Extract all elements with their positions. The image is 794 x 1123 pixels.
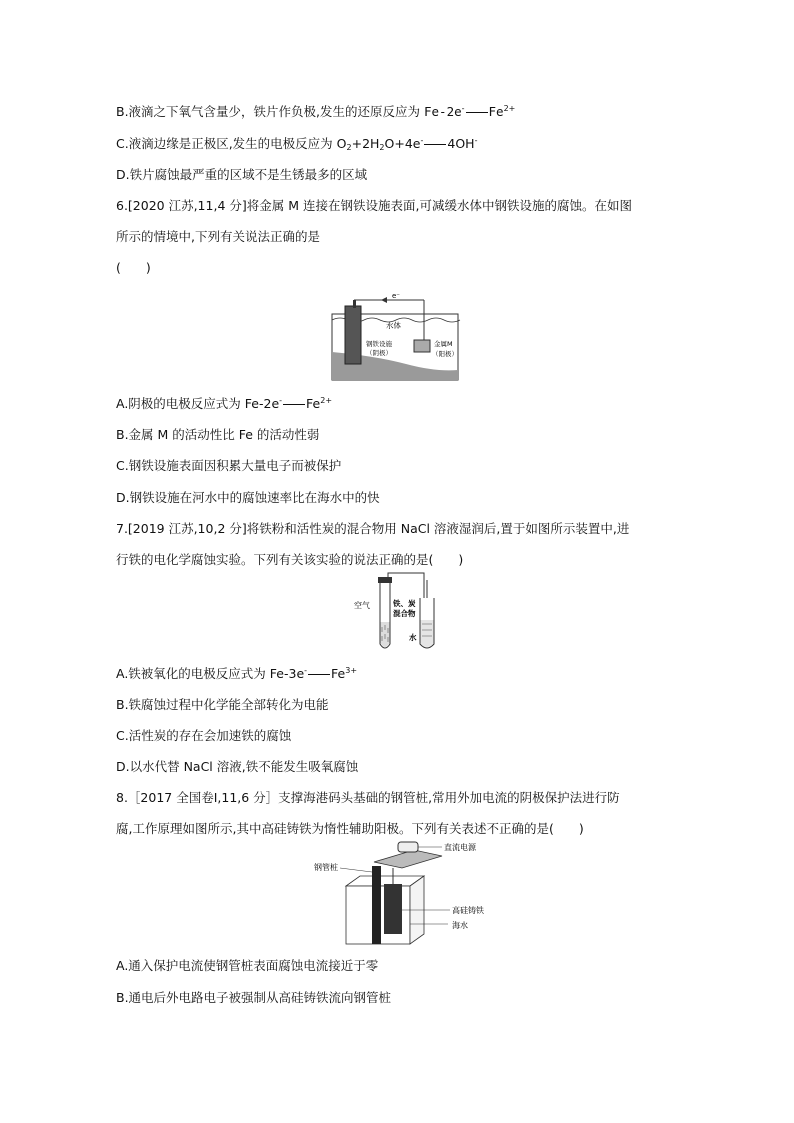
- electron-arrow-icon: [381, 297, 387, 303]
- support-plate: [374, 850, 442, 868]
- q8-option-a: A.通入保护电流使钢管桩表面腐蚀电流接近于零: [116, 958, 379, 973]
- q7-option-a: [116, 666, 357, 682]
- mixture-label: 混合物: [393, 609, 416, 618]
- q8-option-b: B.通电后外电路电子被强制从高硅铸铁流向钢管桩: [116, 990, 392, 1005]
- stopper: [378, 577, 392, 583]
- equation-part: Fe: [488, 104, 504, 119]
- q7-stem-line2: 行铁的电化学腐蚀实验。下列有关该实验的说法正确的是( ): [116, 552, 464, 567]
- q7-option-b: B.铁腐蚀过程中化学能全部转化为电能: [116, 697, 329, 712]
- steel-facility-block: [345, 306, 361, 364]
- q5-option-b-text: B.液滴之下氧气含量少，铁片作负极,发生的还原反应为: [116, 104, 424, 119]
- q6-stem-line2: 所示的情境中,下列有关说法正确的是: [116, 229, 320, 244]
- equation-equals-bar: [283, 404, 305, 405]
- equation-part: Fe: [306, 396, 321, 411]
- q8-stem-line1: 8.［2017 全国卷Ⅰ,11,6 分］支撑海港码头基础的钢管桩,常用外加电流的阴极保护法进行防: [116, 790, 620, 805]
- q8-stem-line2: 腐,工作原理如图所示,其中高硅铸铁为惰性辅助阳极。下列有关表述不正确的是( ): [116, 821, 584, 836]
- equation-part: +2H: [351, 136, 380, 151]
- electron-label: e⁻: [392, 292, 401, 300]
- q5-option-d: D.铁片腐蚀最严重的区域不是生锈最多的区域: [116, 167, 368, 182]
- equation-equals-bar: [466, 112, 488, 113]
- superscript: 2+: [320, 396, 333, 405]
- q5-option-c-text: C.液滴边缘是正极区,发生的电极反应为 O: [116, 136, 347, 151]
- q6-stem-line1: 6.[2020 江苏,11,4 分]将金属 M 连接在钢铁设施表面,可减缓水体中钢铁设施的腐蚀。在如图: [116, 198, 632, 213]
- superscript: -: [474, 136, 478, 145]
- q6-option-c: C.钢铁设施表面因积累大量电子而被保护: [116, 458, 342, 473]
- air-label: 空气: [354, 601, 370, 610]
- equation-equals-bar: [308, 674, 330, 675]
- superscript: -: [420, 136, 424, 145]
- subscript: 2: [379, 143, 385, 152]
- q6-answer-blank: ( ): [116, 260, 151, 275]
- q7-option-d: D.以水代替 NaCl 溶液,铁不能发生吸氧腐蚀: [116, 759, 359, 774]
- q6-option-d: D.钢铁设施在河水中的腐蚀速率比在海水中的快: [116, 490, 380, 505]
- subscript: 2: [346, 143, 352, 152]
- superscript: 2+: [503, 104, 516, 113]
- q6-option-a: [116, 396, 332, 412]
- anode-label: （阳极）: [432, 350, 458, 358]
- high-silicon-cast-iron: [384, 884, 402, 934]
- superscript: -: [461, 104, 465, 113]
- steel-pile-label: 钢管桩: [314, 863, 338, 872]
- q6-option-a-text: A.阴极的电极反应式为 Fe-2e: [116, 396, 280, 411]
- iron-carbon-label: 铁、炭: [393, 599, 416, 608]
- dc-power-label: 直流电源: [444, 843, 476, 852]
- q8-figure: [312, 838, 502, 950]
- seawater-label: 海水: [452, 921, 468, 930]
- water-label: 水体: [386, 321, 401, 330]
- q7-option-c: C.活性炭的存在会加速铁的腐蚀: [116, 728, 292, 743]
- steel-label: 钢铁设施: [366, 340, 392, 348]
- q6-figure: [326, 290, 466, 382]
- equation-part: Fe-2e: [424, 104, 462, 119]
- dc-power-supply: [398, 842, 418, 852]
- q7-option-a-text: A.铁被氧化的电极反应式为 Fe-3e: [116, 666, 305, 681]
- superscript: 3+: [345, 666, 358, 675]
- superscript: -: [279, 396, 283, 405]
- q5-option-c: [116, 136, 477, 152]
- equation-part: Fe: [331, 666, 346, 681]
- q5-option-b: [116, 104, 515, 120]
- water-label: 水: [409, 633, 417, 642]
- q7-stem-line1: 7.[2019 江苏,10,2 分]将铁粉和活性炭的混合物用 NaCl 溶液湿润后,置于如图所示装置中,进: [116, 521, 630, 536]
- anode-label: 高硅铸铁: [452, 906, 484, 915]
- cathode-label: （阴极）: [366, 349, 392, 357]
- q7-figure: [352, 572, 446, 654]
- q6-option-b: B.金属 M 的活动性比 Fe 的活动性弱: [116, 427, 320, 442]
- metal-m-label: 金属M: [434, 340, 453, 348]
- equation-part: O+4e: [384, 136, 421, 151]
- equation-part: 4OH: [447, 136, 475, 151]
- metal-m-block: [414, 340, 430, 352]
- steel-pipe-pile: [372, 866, 381, 944]
- equation-equals-bar: [424, 144, 446, 145]
- superscript: -: [304, 666, 308, 675]
